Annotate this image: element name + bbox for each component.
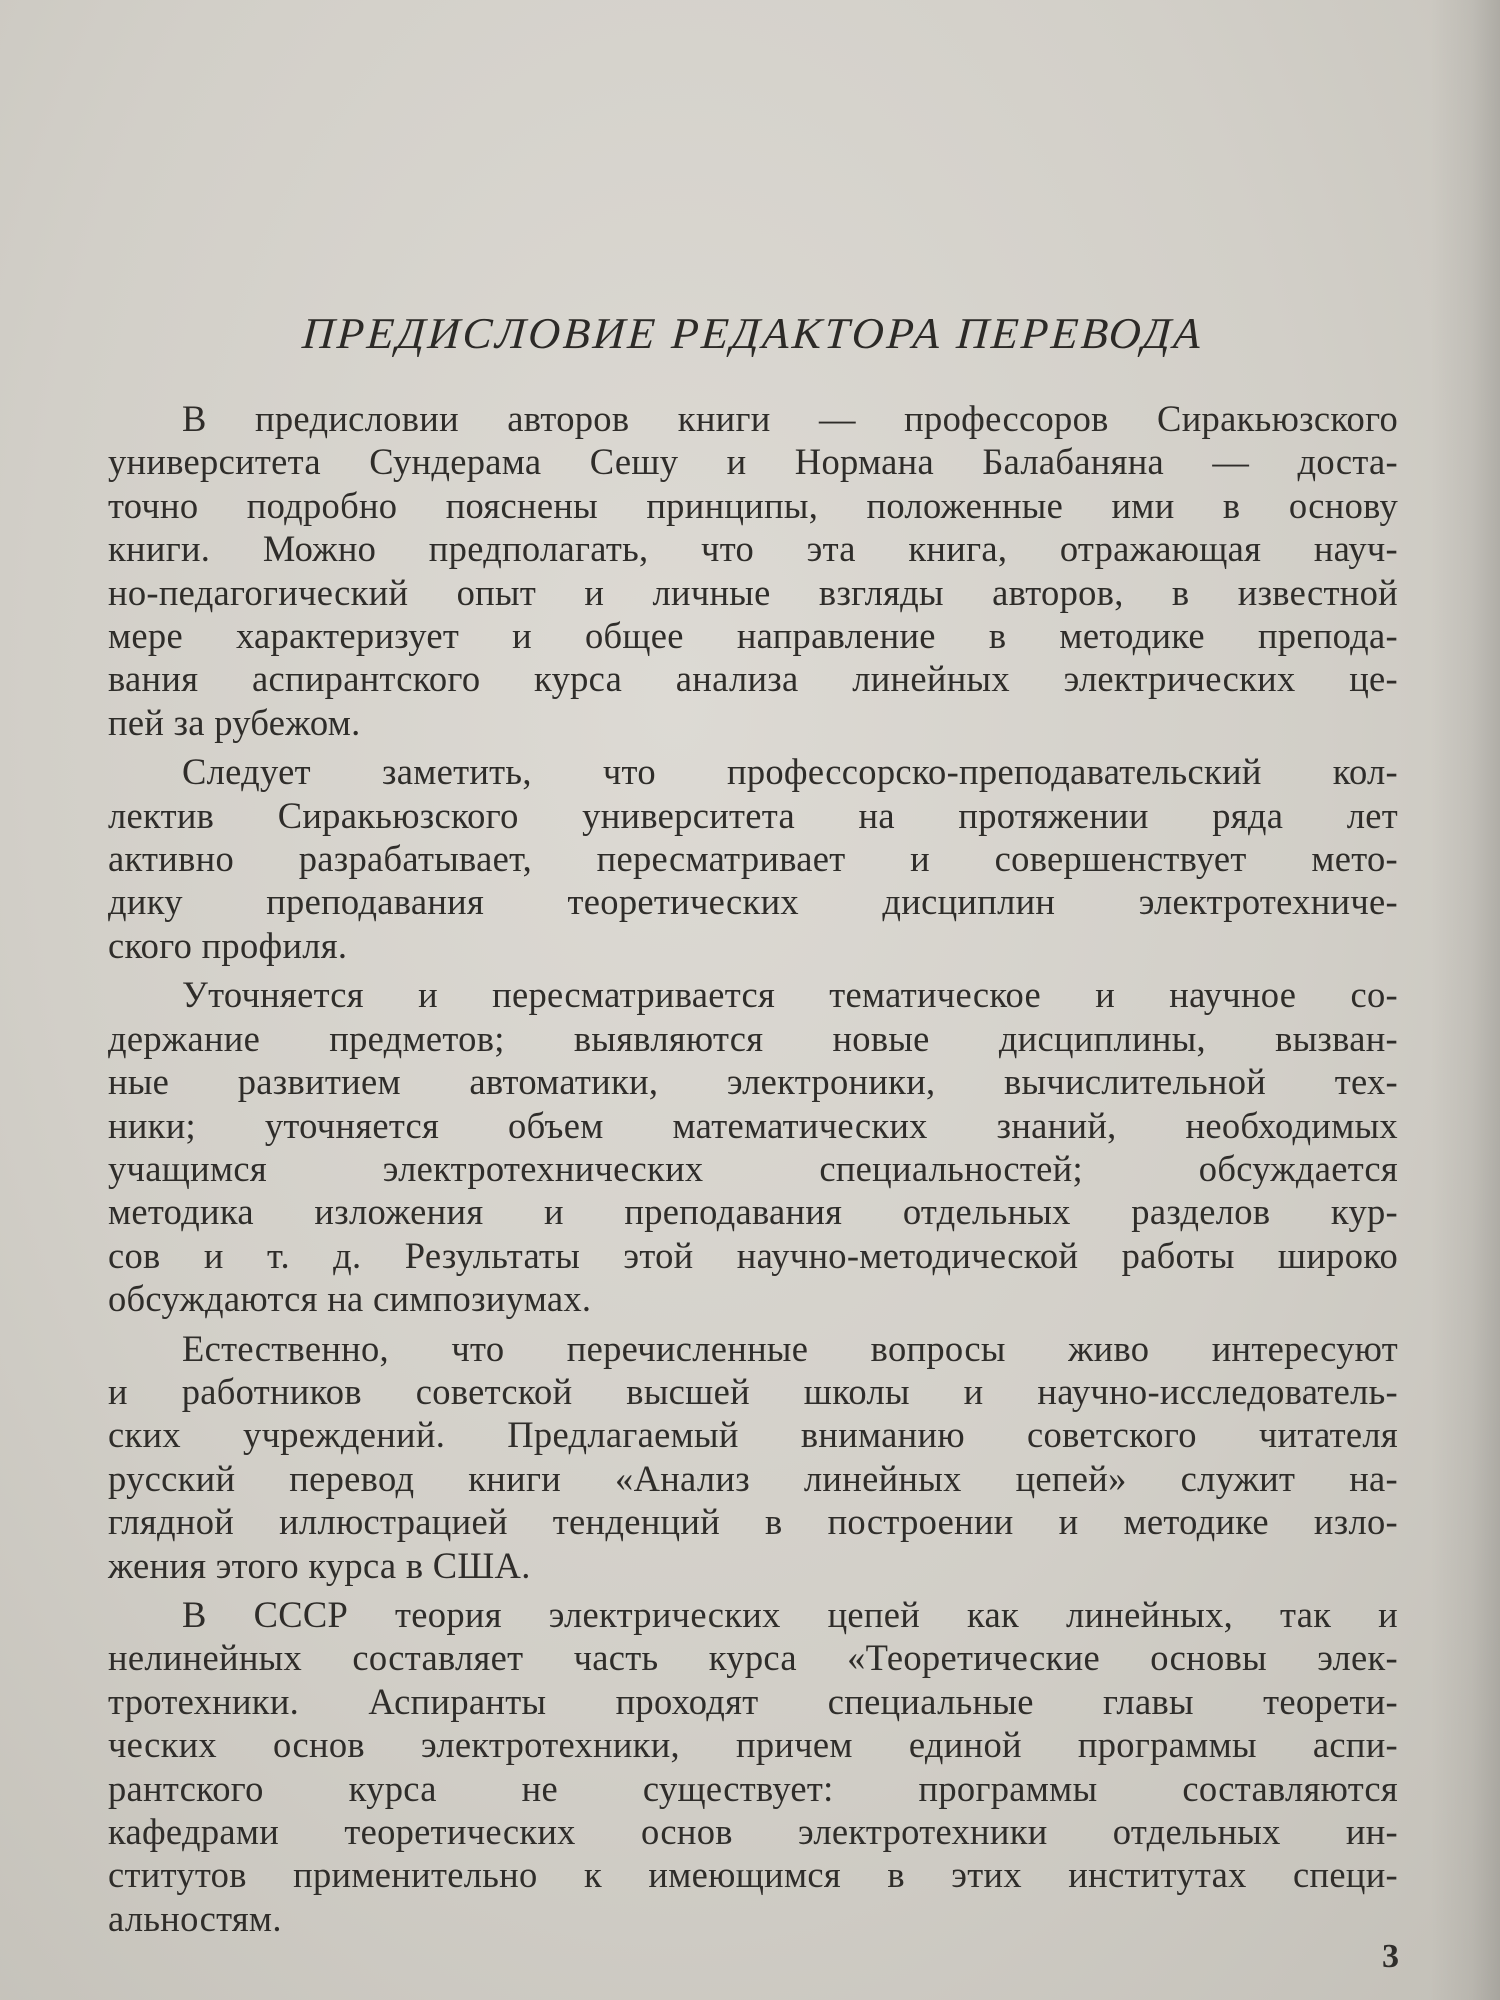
text-line: ских учреждений. Предлагаемый вниманию советского читателя (108, 1414, 1398, 1456)
text-line: учащимся электротехнических специальностей; обсуждается (108, 1147, 1398, 1189)
text-line: вания аспирантского курса анализа линейных электрических це- (108, 658, 1398, 700)
page-edge-shadow (1430, 0, 1500, 2000)
text-line: обсуждаются на симпозиумах. (108, 1278, 592, 1320)
text-line: дику преподавания теоретических дисциплин электротехниче- (108, 881, 1398, 923)
text-line: точно подробно пояснены принципы, положенные ими в основу (108, 484, 1398, 526)
text-line: активно разрабатывает, пересматривает и совершенствует мето- (108, 838, 1398, 880)
text-line: книги. Можно предполагать, что эта книга, отражающая науч- (108, 528, 1398, 570)
text-line: ститутов применительно к имеющимся в этих институтах специ- (108, 1854, 1398, 1896)
text-line: рантского курса не существует: программы составляются (108, 1767, 1398, 1809)
text-line: ные развитием автоматики, электроники, вычислительной тех- (108, 1061, 1398, 1103)
text-line: тротехники. Аспиранты проходят специальные главы теорети- (108, 1680, 1398, 1722)
text-line: ского профиля. (108, 924, 348, 966)
text-line: жения этого курса в США. (108, 1544, 531, 1586)
text-line: В СССР теория электрических цепей как линейных, так и (182, 1593, 1398, 1635)
text-line: нелинейных составляет часть курса «Теоретические основы элек- (108, 1637, 1398, 1679)
text-line: методика изложения и преподавания отдельных разделов кур- (108, 1191, 1398, 1233)
text-line: глядной иллюстрацией тенденций в построении и методике изло- (108, 1501, 1398, 1543)
text-line: ческих основ электротехники, причем единой программы аспи- (108, 1724, 1398, 1766)
paragraph-3 (108, 973, 1398, 1320)
paragraph-5 (108, 1593, 1398, 1940)
text-line: лектив Сиракьюзского университета на протяжении ряда лет (108, 794, 1398, 836)
page-number: 3 (1382, 1938, 1399, 1975)
text-line: держание предметов; выявляются новые дисциплины, вызван- (108, 1017, 1398, 1059)
text-line: ники; уточняется объем математических знаний, необходимых (108, 1104, 1398, 1146)
text-line: и работников советской высшей школы и научно-исследователь- (108, 1370, 1398, 1412)
text-line: альностям. (108, 1897, 282, 1939)
text-line: мере характеризует и общее направление в методике препода- (108, 615, 1398, 657)
text-line: сов и т. д. Результаты этой научно-методической работы широко (108, 1234, 1398, 1276)
text-line: но-педагогический опыт и личные взгляды авторов, в известной (108, 571, 1398, 613)
paragraph-2 (108, 750, 1398, 967)
text-line: Следует заметить, что профессорско-преподавательский кол- (182, 751, 1398, 793)
text-line: университета Сундерама Сешу и Нормана Балабаняна — доста- (108, 441, 1398, 483)
text-line: В предисловии авторов книги — профессоров Сиракьюзского (182, 398, 1398, 439)
text-line: Естественно, что перечисленные вопросы живо интересуют (182, 1327, 1398, 1369)
page-title: ПРЕДИСЛОВИЕ РЕДАКТОРА ПЕРЕВОДА (300, 309, 1206, 358)
body-text (108, 397, 1398, 1940)
text-line: русский перевод книги «Анализ линейных цепей» служит на- (108, 1457, 1398, 1499)
text-line: кафедрами теоретических основ электротехники отдельных ин- (108, 1811, 1398, 1852)
text-line: Уточняется и пересматривается тематическое и научное со- (182, 974, 1398, 1016)
paragraph-4 (108, 1327, 1398, 1587)
text-line: пей за рубежом. (108, 701, 361, 743)
paragraph-1 (108, 397, 1398, 744)
